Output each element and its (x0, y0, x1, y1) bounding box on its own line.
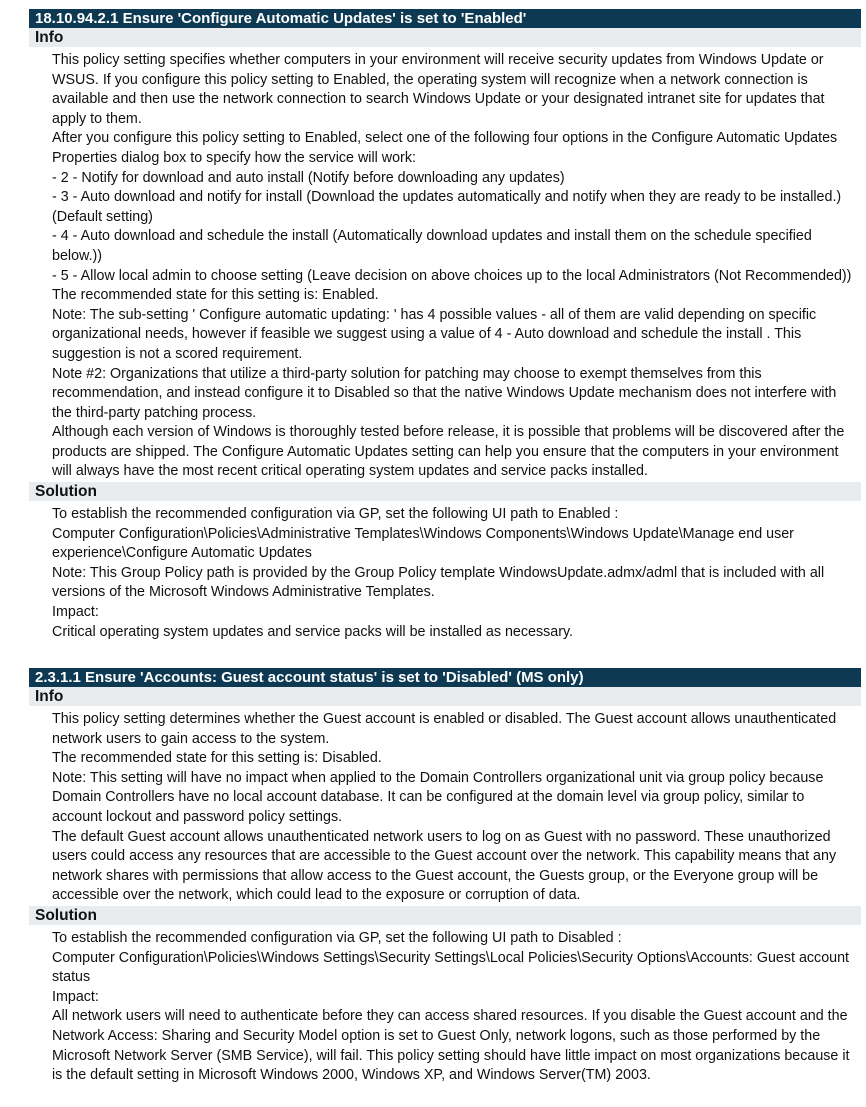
solution-paragraph: To establish the recommended configuration via GP, set the following UI path to Enabled : (52, 506, 619, 522)
info-paragraph: - 3 - Auto download and notify for install (Download the updates automatically and notify when they are ready to be installed.) (Default setting) (52, 189, 842, 225)
info-body (52, 47, 852, 480)
info-paragraph: Note: This setting will have no impact when applied to the Domain Controllers organizational unit via group policy because Domain Controllers have no local account database. It can be configured at the domain level via group policy, similar to account lockout and password policy settings. (52, 769, 824, 825)
solution-paragraph: Impact: (52, 603, 99, 620)
info-body (52, 706, 852, 906)
info-header: Info (29, 687, 861, 706)
info-paragraph: Although each version of Windows is thoroughly tested before release, it is possible that problems will be discovered after the products are shipped. The Configure Automatic Updates setting can help you ensure that the computers in your environment will always have the most recent critical operating system updates and service packs installed. (52, 424, 845, 480)
solution-header: Solution (29, 906, 861, 925)
solution-paragraph: Note: This Group Policy path is provided by the Group Policy template WindowsUpdate.admx/adml that is included with all versions of the Microsoft Windows Administrative Templates. (52, 564, 825, 601)
policy-title: 2.3.1.1 Ensure 'Accounts: Guest account status' is set to 'Disabled' (MS only) (29, 668, 861, 687)
solution-body (52, 501, 852, 642)
info-header: Info (29, 28, 861, 47)
info-paragraph: The default Guest account allows unauthenticated network users to log on as Guest with no password. These unauthorized users could access any resources that are accessible to the Guest account over the network. This capability means that any network shares with permissions that allow access to the Guest account, the Guests group, or the Everyone group will be accessible over the network, which could lead to the exposure or corruption of data. (52, 828, 837, 904)
solution-paragraph: Computer Configuration\Policies\Administrative Templates\Windows Components\Windows Update\Manage end user experience\Configure Automatic Updates (52, 525, 794, 562)
solution-section-automatic-updates (0, 482, 866, 642)
info-paragraph: The recommended state for this setting is: Enabled. (52, 287, 379, 304)
solution-paragraph: Impact: (52, 988, 99, 1005)
solution-paragraph: Computer Configuration\Policies\Windows Settings\Security Settings\Local Policies\Security Options\Accounts: Guest account status (52, 949, 850, 986)
info-paragraph: After you configure this policy setting to Enabled, select one of the following four options in the Configure Automatic Updates Properties dialog box to specify how the service will work: (52, 130, 838, 166)
info-paragraph: The recommended state for this setting is: Disabled. (52, 750, 382, 767)
solution-section-guest-account (0, 906, 866, 1086)
solution-paragraph: All network users will need to authenticate before they can access shared resources. If you disable the Guest account and the Network Access: Sharing and Security Model option is set to Guest Only, network logons, such as those performed by the Microsoft Network Server (SMB Service), will fail. This policy setting should have little impact on most organizations because it is the default setting in Microsoft Windows 2000, Windows XP, and Windows Server(TM) 2003. (52, 1008, 850, 1084)
policy-section-guest-account (0, 668, 866, 906)
info-paragraph: - 2 - Notify for download and auto install (Notify before downloading any updates) (52, 169, 565, 186)
info-paragraph: This policy setting determines whether the Guest account is enabled or disabled. The Guest account allows unauthenticated network users to gain access to the system. (52, 711, 837, 747)
info-paragraph: - 4 - Auto download and schedule the install (Automatically download updates and install them on the schedule specified below.)) (52, 228, 812, 264)
info-paragraph: - 5 - Allow local admin to choose setting (Leave decision on above choices up to the local Administrators (Not Recommended)) (52, 267, 852, 284)
info-paragraph: Note: The sub-setting ' Configure automatic updating: ' has 4 possible values - all of them are valid depending on specific organizational needs, however if feasible we suggest using a value of 4 - Auto download and schedule the install . This suggestion is not a scored requirement. (52, 306, 817, 362)
solution-paragraph: To establish the recommended configuration via GP, set the following UI path to Disabled : (52, 930, 622, 946)
policy-title: 18.10.94.2.1 Ensure 'Configure Automatic Updates' is set to 'Enabled' (29, 9, 861, 28)
info-paragraph: Note #2: Organizations that utilize a third-party solution for patching may choose to exempt themselves from this recommendation, and instead configure it to Disabled so that the native Windows Update mechanism does not interfere with the third-party patching process. (52, 365, 837, 421)
info-paragraph: This policy setting specifies whether computers in your environment will receive security updates from Windows Update or WSUS. If you configure this policy setting to Enabled, the operating system will recognize when a network connection is available and then use the network connection to search Windows Update or your designated intranet site for updates that apply to them. (52, 52, 825, 127)
solution-header: Solution (29, 482, 861, 501)
solution-paragraph: Critical operating system updates and service packs will be installed as necessary. (52, 623, 574, 640)
policy-section-automatic-updates (0, 9, 866, 480)
solution-body (52, 925, 852, 1086)
